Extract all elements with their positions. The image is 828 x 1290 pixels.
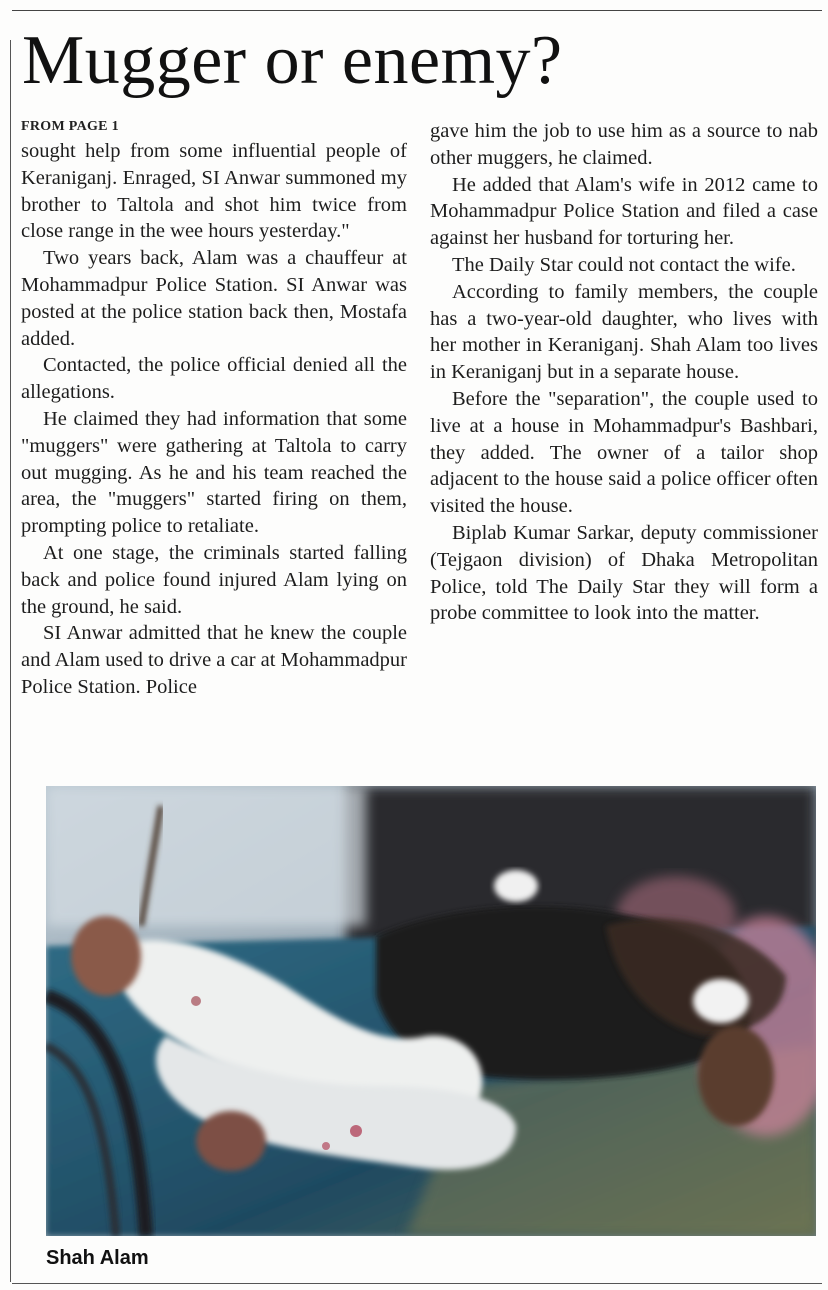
news-photo [46, 786, 816, 1236]
paragraph: Biplab Kumar Sarkar, deputy commissioner (Tejgaon division) of Dhaka Metropolitan Police, told The Daily Star they will form a probe committee to look into the matter. [430, 521, 818, 625]
continuation-kicker: FROM PAGE 1 [21, 119, 119, 134]
article-column-right [430, 118, 818, 627]
paragraph: He claimed they had information that some "muggers" were gathering at Taltola to carry out mugging. As he and his team reached the area, the "muggers" started firing on them, prompting police to retaliate. [21, 407, 407, 538]
bottom-rule [12, 1283, 822, 1284]
paragraph: According to family members, the couple has a two-year-old daughter, who lives with her mother in Keraniganj. Shah Alam too lives in Keraniganj but in a separate house. [430, 280, 818, 384]
paragraph: The Daily Star could not contact the wife. [452, 253, 796, 276]
paragraph: At one stage, the criminals started falling back and police found injured Alam lying on the ground, he said. [21, 541, 407, 618]
paragraph: Two years back, Alam was a chauffeur at Mohammadpur Police Station. SI Anwar was posted at the police station back then, Mostafa added. [21, 247, 407, 350]
paragraph: sought help from some influential people of Keraniganj. Enraged, SI Anwar summoned my brother to Taltola and shot him twice from close range in the wee hours yesterday." [21, 140, 407, 243]
headline: Mugger or enemy? [22, 22, 563, 99]
paragraph: Before the "separation", the couple used to live at a house in Mohammadpur's Bashbari, they added. The owner of a tailor shop adjacent to the house said a police officer often visited the house. [430, 387, 818, 518]
article-column-left [21, 118, 407, 701]
paragraph: He added that Alam's wife in 2012 came to Mohammadpur Police Station and filed a case against her husband for torturing her. [430, 173, 818, 250]
photo-caption: Shah Alam [46, 1247, 149, 1269]
left-rule [10, 40, 11, 1282]
photo-illustration [46, 786, 816, 1236]
paragraph: gave him the job to use him as a source to nab other muggers, he claimed. [430, 120, 818, 169]
paragraph: SI Anwar admitted that he knew the couple and Alam used to drive a car at Mohammadpur Police Station. Police [21, 622, 407, 698]
top-rule [12, 10, 822, 11]
paragraph: Contacted, the police official denied all the allegations. [21, 354, 407, 404]
